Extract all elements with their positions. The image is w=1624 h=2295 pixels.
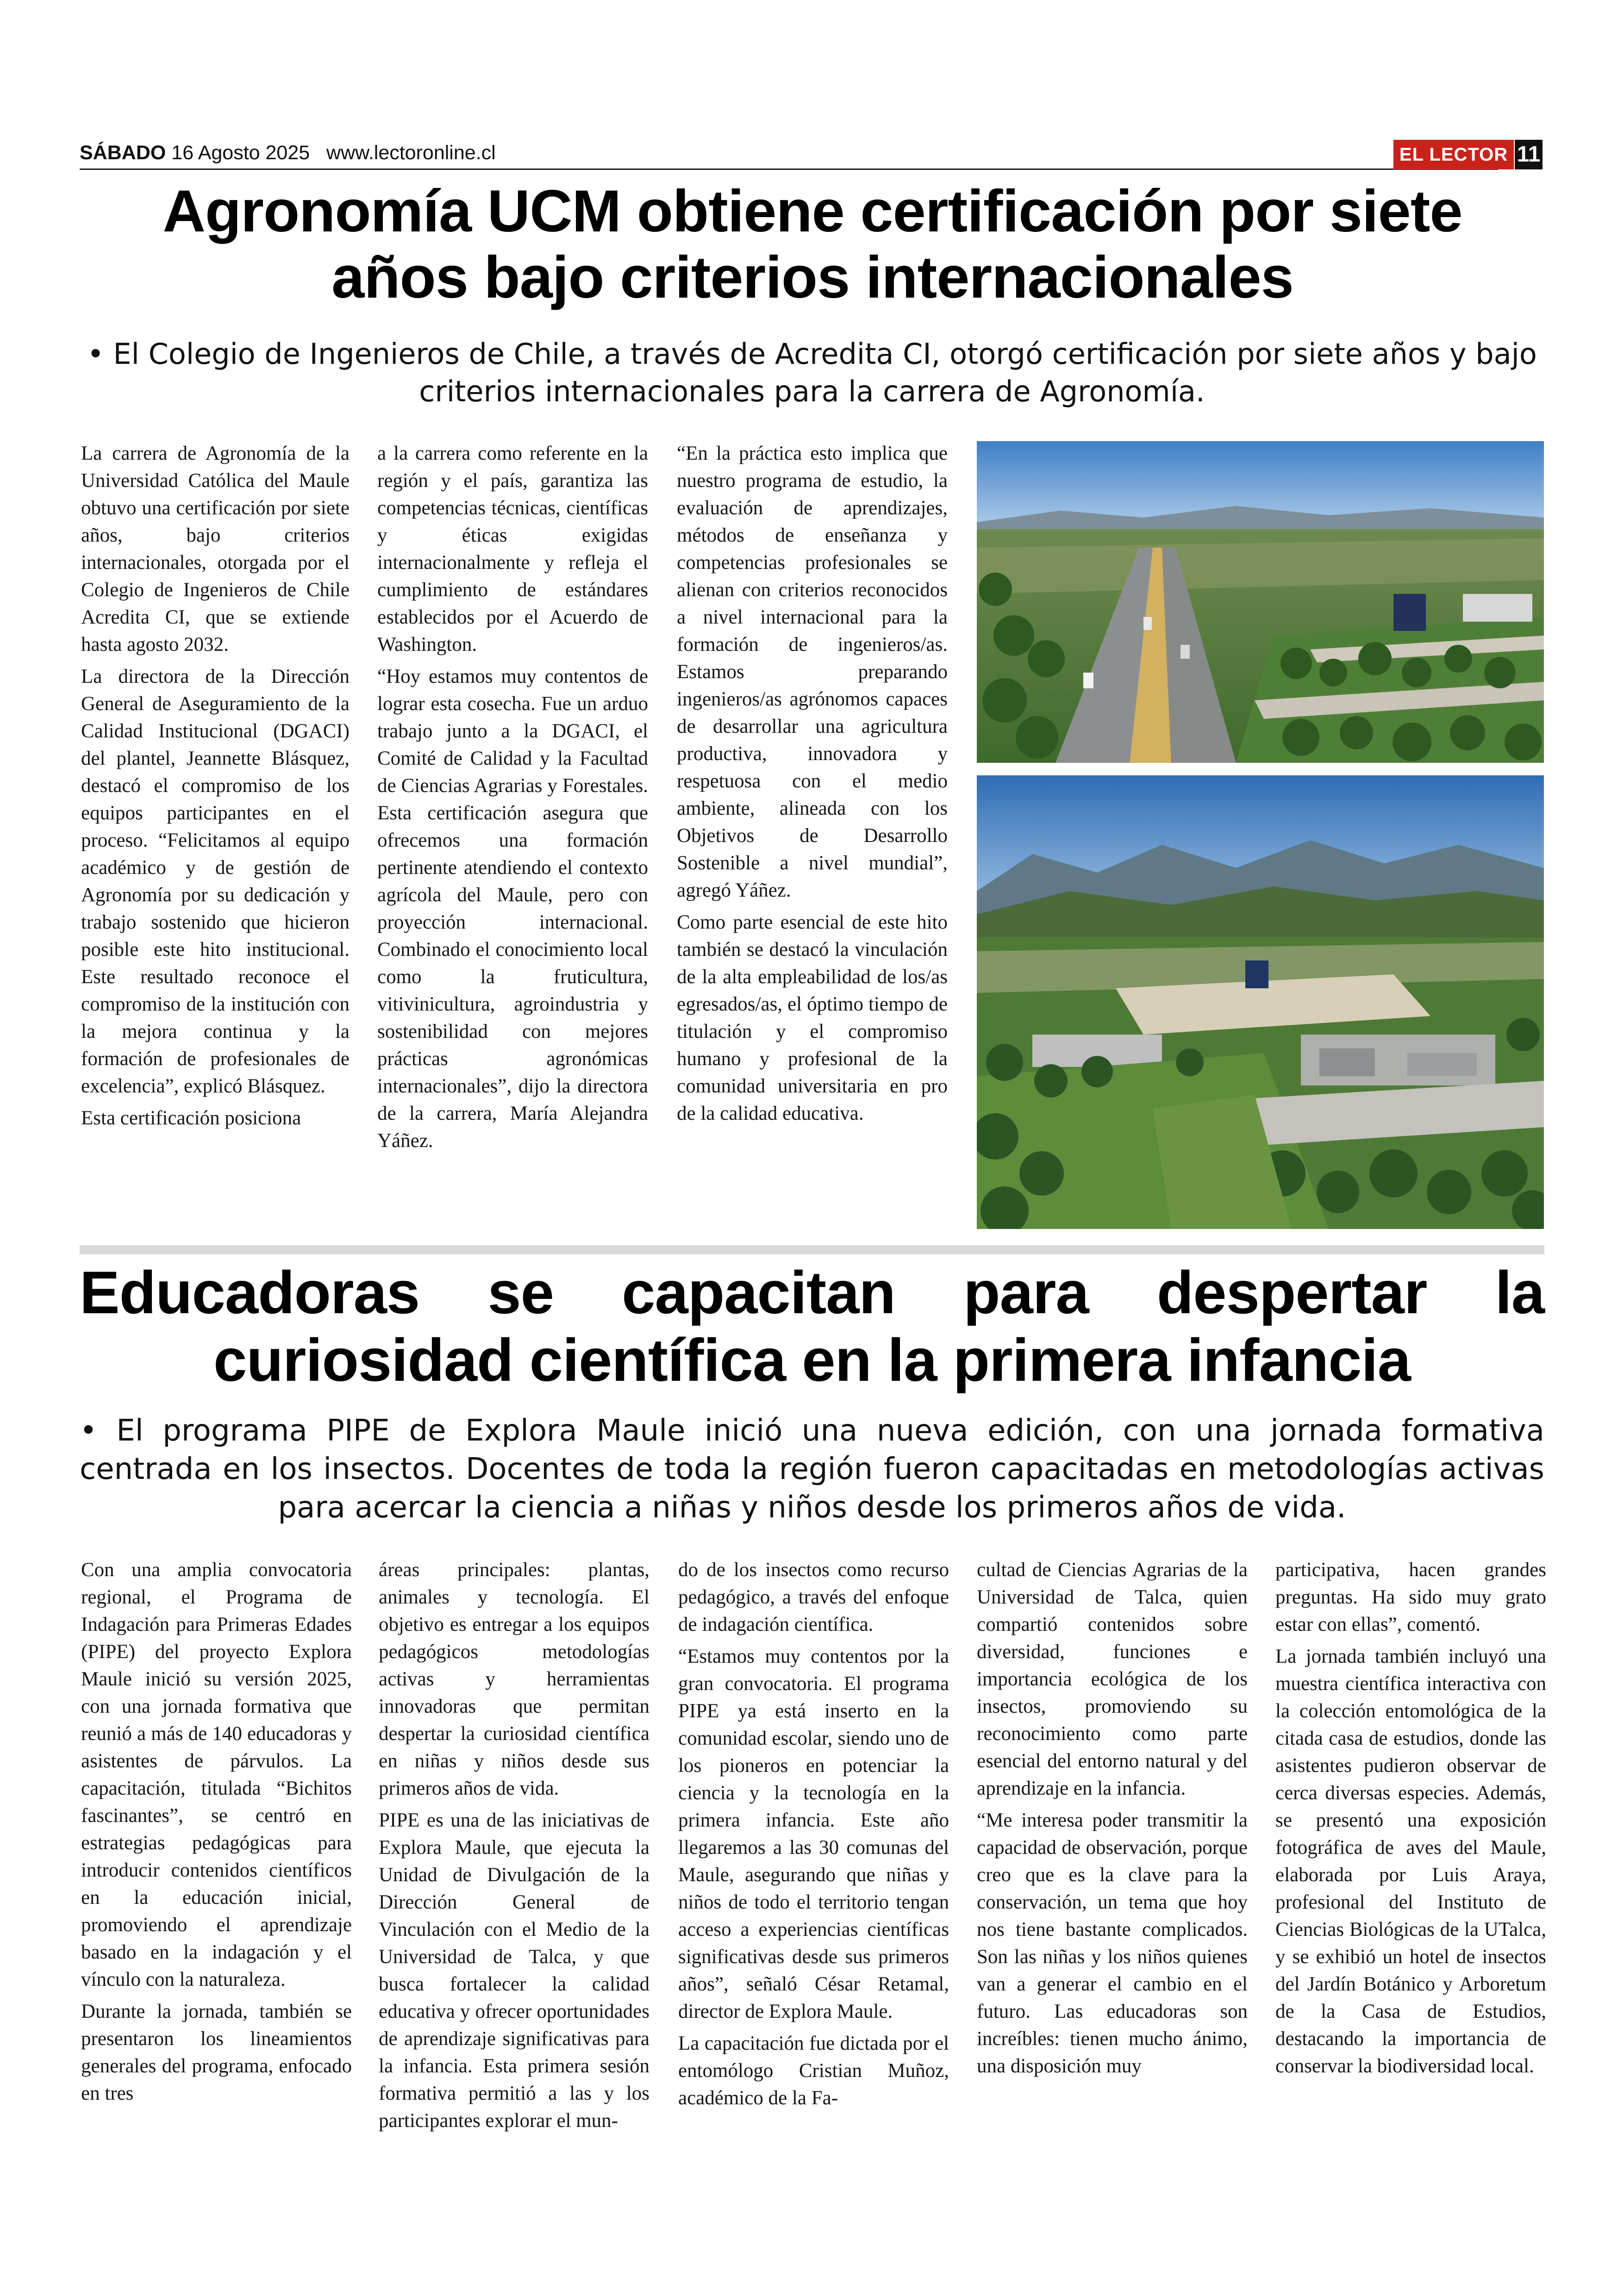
- article2-column-1: [81, 1556, 352, 2112]
- paragraph: La jornada también incluyó una muestra científica interactiva con la colección entomológica de la citada casa de estudios, donde las asistentes pudieron observar de cerca diversas especies. Además, se presentó una exposición fotográfica de aves del Maule, elaborada por Luis Araya, profesional del Instituto de Ciencias Biológicas de la UTalca, y se exhibió un hotel de insectos del Jardín Botánico y Arboretum de la Casa de Estudios, destacando la importancia de conservar la biodiversidad local.: [1275, 1646, 1546, 2077]
- campus-aerial-photo-buildings: [977, 775, 1544, 1229]
- page-dateline: [80, 142, 496, 164]
- dateline-date: 16 Agosto 2025: [171, 142, 310, 164]
- page-number: 11: [1515, 140, 1543, 169]
- paragraph: “Hoy estamos muy contentos de lograr esta cosecha. Fue un arduo trabajo junto a la DGACI, el Comité de Calidad y la Facultad de Ciencias Agrarias y Forestales. Esta certificación asegura que ofrecemos una formación pertinente atendiendo el contexto agrícola del Maule, pero con proyección internacional. Combinado el conocimiento local como la fruticultura, vitivinicultura, agroindustria y sostenibilidad con mejores prácticas agronómicas internacionales”, dijo la directora de la carrera, María Alejandra Yáñez.: [377, 666, 648, 1152]
- website-link[interactable]: www.lectoronline.cl: [326, 142, 496, 164]
- paragraph: Con una amplia convocatoria regional, el Programa de Indagación para Primeras Edades (PIPE) del proyecto Explora Maule inició su versión 2025, con una jornada formativa que reunió a más de 140 educadoras y asistentes de párvulos. La capacitación, titulada “Bichitos fascinantes”, se centró en estrategias pedagógicas para introducir contenidos científicos en la educación inicial, promoviendo el aprendizaje basado en la indagación y el vínculo con la naturaleza.: [81, 1559, 352, 1990]
- paragraph: Durante la jornada, también se presentaron los lineamientos generales del programa, enfocado en tres: [81, 2001, 352, 2104]
- header-rule: [80, 168, 1498, 170]
- paragraph: PIPE es una de las iniciativas de Explora Maule, que ejecuta la Unidad de Divulgación de la Dirección General de Vinculación con el Medio de la Universidad de Talca, y que busca fortalecer la calidad educativa y ofrecer oportunidades de aprendizaje significativas para la infancia. Esta primera sesión formativa permitió a las y los participantes explorar el mun-: [379, 1809, 650, 2132]
- paragraph: a la carrera como referente en la región y el país, garantiza las competencias técnicas, científicas y éticas exigidas internacionalmente y refleja el cumplimiento de estándares establecidos por el Acuerdo de Washington.: [377, 443, 648, 655]
- paragraph: participativa, hacen grandes preguntas. Ha sido muy grato estar con ellas”, comentó.: [1275, 1559, 1546, 1635]
- paragraph: “En la práctica esto implica que nuestro programa de estudio, la evaluación de aprendizajes, métodos de enseñanza y competencias profesionales se alienan con criterios reconocidos a nivel internacional para la formación de ingenieros/as. Estamos preparando ingenieros/as agrónomos capaces de desarrollar una agricultura productiva, innovadora y respetuosa con el medio ambiente, alineada con los Objetivos de Desarrollo Sostenible a nivel mundial”, agregó Yáñez.: [677, 443, 948, 901]
- paragraph: cultad de Ciencias Agrarias de la Universidad de Talca, quien compartió contenidos sobre diversidad, funciones e importancia ecológica de los insectos, promoviendo su reconocimiento como parte esencial del entorno natural y del aprendizaje en la infancia.: [977, 1559, 1248, 1799]
- article1-column-2: [377, 440, 648, 1159]
- article2-column-2: [379, 1556, 650, 2139]
- article2-lead: • El programa PIPE de Explora Maule inició una nueva edición, con una jornada formativa centrada en los insectos. Docentes de toda la región fueron capacitadas en metodologías activas para acercar la ciencia a niñas y niños desde los primeros años de vida.: [80, 1414, 1544, 1525]
- article2-column-3: [678, 1556, 949, 2116]
- paragraph: Esta certificación posiciona: [81, 1107, 301, 1129]
- article1-column-1: [81, 440, 350, 1136]
- article2-column-4: [977, 1556, 1248, 2084]
- article1-headline: Agronomía UCM obtiene certificación por siete años bajo criterios internacionales: [162, 178, 1462, 311]
- paragraph: La carrera de Agronomía de la Universidad Católica del Maule obtuvo una certificación por siete años, bajo criterios internacionales, otorgada por el Colegio de Ingenieros de Chile Acredita CI, que se extiende hasta agosto 2032.: [81, 443, 350, 655]
- campus-aerial-photo-highway-image: [977, 441, 1544, 763]
- article2-headline: Educadoras se capacitan para despertar la curiosidad científica en la primera infancia: [80, 1259, 1544, 1394]
- dateline-day: SÁBADO: [80, 142, 166, 164]
- section-divider: [80, 1245, 1544, 1254]
- paragraph: La directora de la Dirección General de Aseguramiento de la Calidad Institucional (DGACI) del plantel, Jeannette Blásquez, destacó el compromiso de los equipos participantes en el proceso. “Felicitamos al equipo académico y de gestión de Agronomía por su dedicación y trabajo sostenido que hicieron posible este hito institucional. Este resultado reconoce el compromiso de la institución con la mejora continua y la formación de profesionales de excelencia”, explicó Blásquez.: [81, 666, 350, 1097]
- paragraph: “Estamos muy contentos por la gran convocatoria. El programa PIPE ya está inserto en la comunidad escolar, siendo uno de los pioneros en potenciar la ciencia y la tecnología en la primera infancia. Este año llegaremos a las 30 comunas del Maule, asegurando que niñas y niños de todo el territorio tengan acceso a experiencias científicas significativas desde sus primeros años”, señaló César Retamal, director de Explora Maule.: [678, 1646, 949, 2022]
- paragraph: La capacitación fue dictada por el entomólogo Cristian Muñoz, académico de la Fa-: [678, 2033, 949, 2109]
- paragraph: “Me interesa poder transmitir la capacidad de observación, porque creo que es la clave para la conservación, un tema que hoy nos tiene bastante complicados. Son las niñas y los niños quienes van a generar el cambio en el futuro. Las educadoras son increíbles: tienen mucho ánimo, una disposición muy: [977, 1809, 1248, 2077]
- article1-lead: • El Colegio de Ingenieros de Chile, a través de Acredita CI, otorgó certificación por siete años y bajo criterios internacionales para la carrera de Agronomía.: [87, 337, 1537, 408]
- paragraph: Como parte esencial de este hito también se destacó la vinculación de la alta empleabilidad de los/as egresados/as, el óptimo tiempo de titulación y el compromiso humano y profesional de la comunidad universitaria en pro de la calidad educativa.: [677, 911, 948, 1124]
- article2-column-5: [1275, 1556, 1546, 2084]
- newspaper-logo: EL LECTOR: [1393, 140, 1514, 169]
- campus-aerial-photo-highway: [977, 441, 1544, 763]
- paragraph: áreas principales: plantas, animales y tecnología. El objetivo es entregar a los equipos pedagógicos metodologías activas y herramientas innovadoras que permitan despertar la curiosidad científica en niñas y niños desde sus primeros años de vida.: [379, 1559, 650, 1799]
- campus-aerial-photo-buildings-image: [977, 775, 1544, 1229]
- paragraph: do de los insectos como recurso pedagógico, a través del enfoque de indagación científica.: [678, 1559, 949, 1635]
- article1-column-3: [677, 440, 948, 1132]
